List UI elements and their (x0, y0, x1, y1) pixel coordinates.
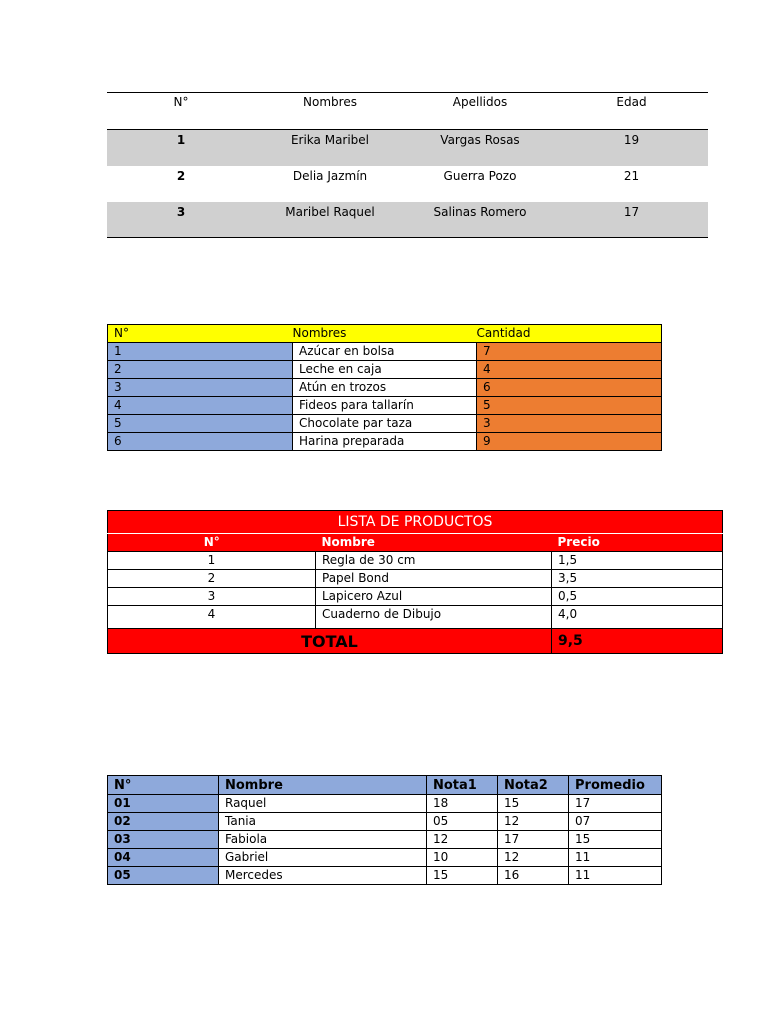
row-number: 6 (108, 433, 293, 451)
row-number: 2 (176, 168, 186, 183)
row-number: 4 (108, 397, 293, 415)
row-number: 5 (108, 415, 293, 433)
total-label: TOTAL (108, 629, 552, 654)
table-row (107, 130, 708, 166)
last-name-cell: Vargas Rosas (405, 130, 555, 166)
table-header-row (108, 534, 723, 552)
header-cell: Nombres (293, 325, 477, 343)
student-name-cell: Tania (219, 813, 427, 831)
average-cell: 17 (569, 795, 662, 813)
table-row (108, 813, 662, 831)
table-row (108, 795, 662, 813)
row-number: 1 (108, 552, 316, 570)
grade1-cell: 05 (427, 813, 498, 831)
quantity-cell: 6 (477, 379, 662, 397)
row-number: 02 (108, 813, 219, 831)
row-number: 3 (108, 588, 316, 606)
first-name-cell: Maribel Raquel (255, 202, 405, 238)
grade1-cell: 18 (427, 795, 498, 813)
table-row (107, 166, 708, 202)
age-cell: 19 (555, 130, 708, 166)
product-name-cell: Lapicero Azul (316, 588, 552, 606)
header-cell: N° (108, 325, 293, 343)
last-name-cell: Guerra Pozo (443, 168, 517, 183)
product-name-cell: Harina preparada (293, 433, 477, 451)
row-number: 3 (107, 202, 255, 238)
header-cell: Promedio (569, 776, 662, 795)
last-name-cell: Salinas Romero (405, 202, 555, 238)
first-name-cell: Delia Jazmín (292, 168, 368, 183)
grade1-cell: 15 (427, 867, 498, 885)
total-value: 9,5 (552, 629, 723, 654)
row-number: 04 (108, 849, 219, 867)
grade2-cell: 16 (498, 867, 569, 885)
table-row (107, 202, 708, 238)
row-number: 1 (108, 343, 293, 361)
row-number: 2 (108, 570, 316, 588)
product-list-table (107, 510, 723, 654)
product-name-cell: Leche en caja (293, 361, 477, 379)
price-cell: 1,5 (552, 552, 723, 570)
age-cell: 21 (623, 168, 640, 183)
row-number: 01 (108, 795, 219, 813)
product-name-cell: Azúcar en bolsa (293, 343, 477, 361)
row-number: 4 (108, 606, 316, 629)
row-number: 3 (108, 379, 293, 397)
product-name-cell: Papel Bond (316, 570, 552, 588)
row-number: 05 (108, 867, 219, 885)
grade1-cell: 12 (427, 831, 498, 849)
header-cell: Nota2 (498, 776, 569, 795)
total-row (108, 629, 723, 654)
students-table (107, 92, 708, 238)
table-row (108, 361, 662, 379)
header-cell: Cantidad (477, 325, 662, 343)
table-row (108, 397, 662, 415)
grade2-cell: 17 (498, 831, 569, 849)
average-cell: 11 (569, 849, 662, 867)
header-cell: Nota1 (427, 776, 498, 795)
price-cell: 3,5 (552, 570, 723, 588)
grades-table (107, 775, 662, 885)
table-row (108, 849, 662, 867)
table-row (108, 343, 662, 361)
first-name-cell: Erika Maribel (255, 130, 405, 166)
table-header-row (108, 776, 662, 795)
table-row (108, 588, 723, 606)
product-name-cell: Cuaderno de Dibujo (316, 606, 552, 629)
student-name-cell: Gabriel (219, 849, 427, 867)
quantity-cell: 5 (477, 397, 662, 415)
quantity-cell: 3 (477, 415, 662, 433)
table-row (108, 867, 662, 885)
row-number: 2 (108, 361, 293, 379)
header-cell: Nombre (219, 776, 427, 795)
grade1-cell: 10 (427, 849, 498, 867)
age-cell: 17 (555, 202, 708, 238)
table-row (108, 433, 662, 451)
product-name-cell: Fideos para tallarín (293, 397, 477, 415)
header-cell: Edad (616, 95, 647, 109)
product-name-cell: Regla de 30 cm (316, 552, 552, 570)
grade2-cell: 12 (498, 849, 569, 867)
grade2-cell: 15 (498, 795, 569, 813)
row-number: 03 (108, 831, 219, 849)
grade2-cell: 12 (498, 813, 569, 831)
table-header-row (107, 93, 708, 130)
student-name-cell: Fabiola (219, 831, 427, 849)
header-cell: Precio (552, 534, 723, 552)
price-cell: 0,5 (552, 588, 723, 606)
header-cell: Nombres (303, 95, 357, 109)
student-name-cell: Raquel (219, 795, 427, 813)
average-cell: 07 (569, 813, 662, 831)
average-cell: 15 (569, 831, 662, 849)
table-row (108, 606, 723, 629)
table-title: LISTA DE PRODUCTOS (108, 511, 723, 534)
student-name-cell: Mercedes (219, 867, 427, 885)
table-row (108, 570, 723, 588)
average-cell: 11 (569, 867, 662, 885)
quantity-table (107, 324, 662, 451)
table-row (108, 552, 723, 570)
header-cell: Nombre (316, 534, 552, 552)
header-cell: Apellidos (452, 95, 508, 109)
table-header-row (108, 325, 662, 343)
header-cell: N° (108, 534, 316, 552)
quantity-cell: 9 (477, 433, 662, 451)
quantity-cell: 4 (477, 361, 662, 379)
table-row (108, 415, 662, 433)
row-number: 1 (107, 130, 255, 166)
header-cell: N° (108, 776, 219, 795)
quantity-cell: 7 (477, 343, 662, 361)
header-cell: N° (173, 95, 189, 109)
product-name-cell: Chocolate par taza (293, 415, 477, 433)
product-name-cell: Atún en trozos (293, 379, 477, 397)
price-cell: 4,0 (552, 606, 723, 629)
table-row (108, 831, 662, 849)
table-row (108, 379, 662, 397)
table-title-row (108, 511, 723, 534)
